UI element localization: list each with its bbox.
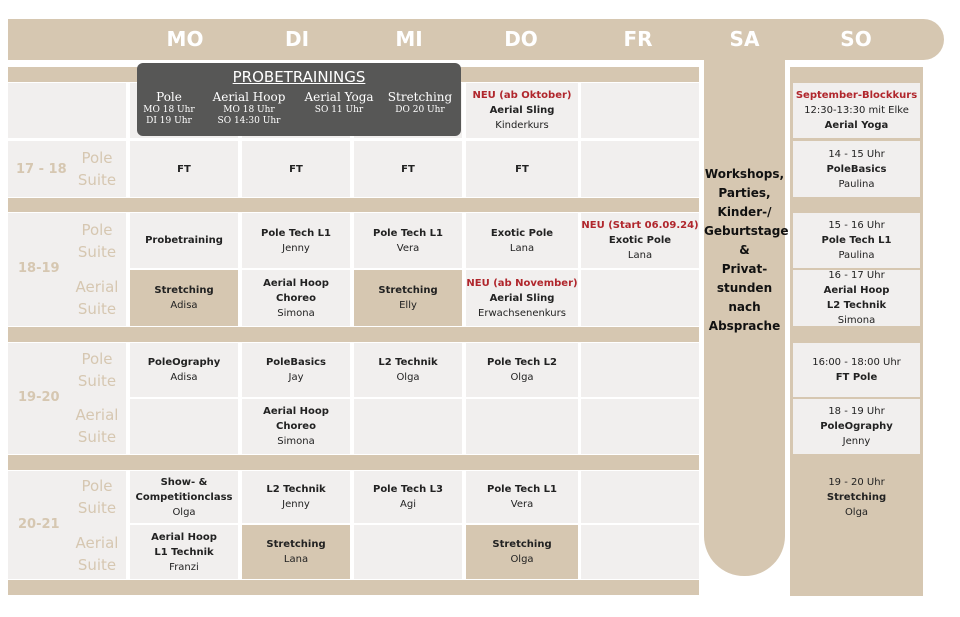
class-cell: Probetraining xyxy=(130,213,238,268)
class-cell: PoleOgraphy Adisa xyxy=(130,343,238,397)
class-cell: Pole Tech L2 Olga xyxy=(466,343,578,397)
class-cell: Aerial Hoop L1 Technik Franzi xyxy=(130,525,238,579)
class-cell: Pole Tech L3 Agi xyxy=(354,471,462,523)
empty-cell xyxy=(581,471,699,523)
empty-cell xyxy=(130,399,238,454)
class-cell: Pole Tech L1 Jenny xyxy=(242,213,350,268)
room-label: Aerial Suite xyxy=(75,406,119,446)
class-cell: Exotic Pole Lana xyxy=(466,213,578,268)
empty-cell xyxy=(581,270,699,326)
probe-item: Stretching DO 20 Uhr xyxy=(387,90,453,115)
class-cell-do-top: NEU (ab Oktober) Aerial Sling Kinderkurs xyxy=(466,83,578,138)
probe-item: Pole MO 18 Uhr DI 19 Uhr xyxy=(143,90,195,126)
time-18-19: 18-19 xyxy=(18,261,60,276)
separator-bar xyxy=(8,580,699,595)
class-cell: Stretching Lana xyxy=(242,525,350,579)
empty-cell xyxy=(581,343,699,397)
class-cell: Stretching Adisa xyxy=(130,270,238,326)
time-20-21: 20-21 xyxy=(18,517,60,532)
empty-cell xyxy=(581,525,699,579)
empty-cell xyxy=(354,399,462,454)
class-cell: 16 - 17 Uhr Aerial Hoop L2 Technik Simona xyxy=(793,270,920,326)
probetrainings-title: PROBETRAININGS xyxy=(232,68,366,86)
empty-cell xyxy=(8,83,126,138)
class-cell: NEU (ab November) Aerial Sling Erwachsenenkurs xyxy=(466,270,578,326)
class-cell: Stretching Olga xyxy=(466,525,578,579)
day-mo: MO xyxy=(166,27,204,51)
class-cell: FT xyxy=(130,141,238,197)
day-fr: FR xyxy=(623,27,653,51)
probe-item: Aerial Yoga SO 11 Uhr xyxy=(304,90,374,115)
class-cell: FT xyxy=(466,141,578,197)
time-19-20: 19-20 xyxy=(18,390,60,405)
probetrainings-box xyxy=(137,63,461,136)
time-17-18: 17 - 18 xyxy=(16,162,67,177)
class-cell: Pole Tech L1 Vera xyxy=(354,213,462,268)
saturday-text: Workshops, Parties, Kinder-/ Geburtstage & Privat- stunden nach Absprache xyxy=(704,167,789,333)
room-label: Aerial Suite xyxy=(75,278,119,318)
separator-bar xyxy=(8,327,699,342)
empty-cell xyxy=(466,399,578,454)
day-header-bar xyxy=(8,19,944,60)
room-label: Pole Suite xyxy=(77,149,117,189)
empty-cell xyxy=(581,399,699,454)
class-cell: FT xyxy=(242,141,350,197)
class-cell: L2 Technik Olga xyxy=(354,343,462,397)
day-do: DO xyxy=(504,27,538,51)
day-sa: SA xyxy=(729,27,760,51)
class-cell: 16:00 - 18:00 Uhr FT Pole xyxy=(793,343,920,397)
class-cell: Stretching Elly xyxy=(354,270,462,326)
day-so: SO xyxy=(840,27,872,51)
class-cell: FT xyxy=(354,141,462,197)
room-label: Pole Suite xyxy=(77,350,117,390)
room-label: Aerial Suite xyxy=(75,534,119,574)
class-cell: PoleBasics Jay xyxy=(242,343,350,397)
class-cell: 14 - 15 Uhr PoleBasics Paulina xyxy=(793,141,920,197)
class-cell: 18 - 19 Uhr PoleOgraphy Jenny xyxy=(793,399,920,454)
class-cell: 15 - 16 Uhr Pole Tech L1 Paulina xyxy=(793,213,920,268)
class-cell: Aerial Hoop Choreo Simona xyxy=(242,270,350,326)
day-di: DI xyxy=(284,27,310,51)
room-label: Pole Suite xyxy=(77,477,117,517)
class-cell: 19 - 20 Uhr Stretching Olga xyxy=(793,471,920,523)
day-mi: MI xyxy=(395,27,423,51)
class-cell: L2 Technik Jenny xyxy=(242,471,350,523)
empty-cell xyxy=(354,525,462,579)
class-cell: Show- & Competitionclass Olga xyxy=(130,471,238,523)
separator-bar xyxy=(8,455,699,470)
class-cell: Pole Tech L1 Vera xyxy=(466,471,578,523)
class-cell: Aerial Hoop Choreo Simona xyxy=(242,399,350,454)
class-cell: NEU (Start 06.09.24) Exotic Pole Lana xyxy=(581,213,699,268)
empty-cell xyxy=(581,141,699,197)
class-cell-so-top: September-Blockkurs 12:30-13:30 mit Elke Aerial Yoga xyxy=(793,83,920,138)
empty-cell xyxy=(581,83,699,138)
separator-bar xyxy=(8,198,699,212)
room-label: Pole Suite xyxy=(77,221,117,261)
probe-item: Aerial Hoop MO 18 Uhr SO 14:30 Uhr xyxy=(212,90,286,126)
